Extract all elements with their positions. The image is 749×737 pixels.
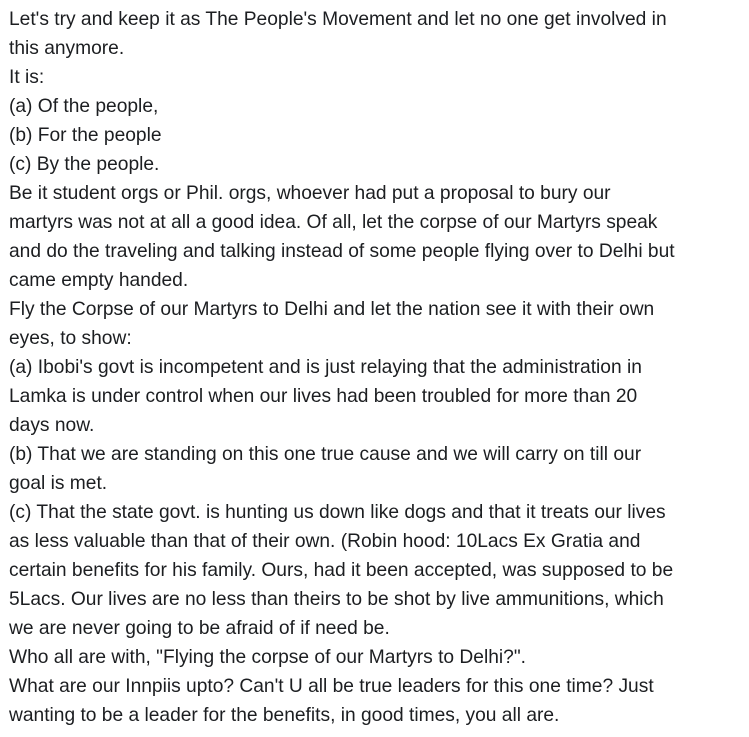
- post-line: goal is met.: [9, 473, 108, 494]
- post-line: (c) By the people.: [9, 154, 160, 175]
- post-line: martyrs was not at all a good idea. Of all, let the corpse of our Martyrs speak: [9, 212, 658, 233]
- post-line: we are never going to be afraid of if need be.: [9, 618, 390, 639]
- post-line: (a) Ibobi's govt is incompetent and is just relaying that the administration in: [9, 357, 642, 378]
- post-line: days now.: [9, 415, 95, 436]
- post-line: (b) That we are standing on this one true cause and we will carry on till our: [9, 444, 642, 465]
- post-line: Fly the Corpse of our Martyrs to Delhi and let the nation see it with their own: [9, 299, 655, 320]
- post-line: Be it student orgs or Phil. orgs, whoever had put a proposal to bury our: [9, 183, 611, 204]
- post-line: eyes, to show:: [9, 328, 132, 349]
- post-line: wanting to be a leader for the benefits, in good times, you all are.: [9, 705, 560, 726]
- post-line: (a) Of the people,: [9, 96, 159, 117]
- post-line: Let's try and keep it as The People's Movement and let no one get involved in: [9, 9, 667, 30]
- post-line: Lamka is under control when our lives had been troubled for more than 20: [9, 386, 638, 407]
- post-line: came empty handed.: [9, 270, 189, 291]
- post-line: this anymore.: [9, 38, 125, 59]
- post-line: Who all are with, "Flying the corpse of our Martyrs to Delhi?".: [9, 647, 526, 668]
- post-line: as less valuable than that of their own. (Robin hood: 10Lacs Ex Gratia and: [9, 531, 641, 552]
- post-line: (b) For the people: [9, 125, 162, 146]
- post-line: and do the traveling and talking instead of some people flying over to Delhi but: [9, 241, 675, 262]
- post-line: It is:: [9, 67, 45, 88]
- post-line: certain benefits for his family. Ours, had it been accepted, was supposed to be: [9, 560, 674, 581]
- post-line: (c) That the state govt. is hunting us down like dogs and that it treats our lives: [9, 502, 666, 523]
- post-line: 5Lacs. Our lives are no less than theirs to be shot by live ammunitions, which: [9, 589, 664, 610]
- post-line: What are our Innpiis upto? Can't U all be true leaders for this one time? Just: [9, 676, 654, 697]
